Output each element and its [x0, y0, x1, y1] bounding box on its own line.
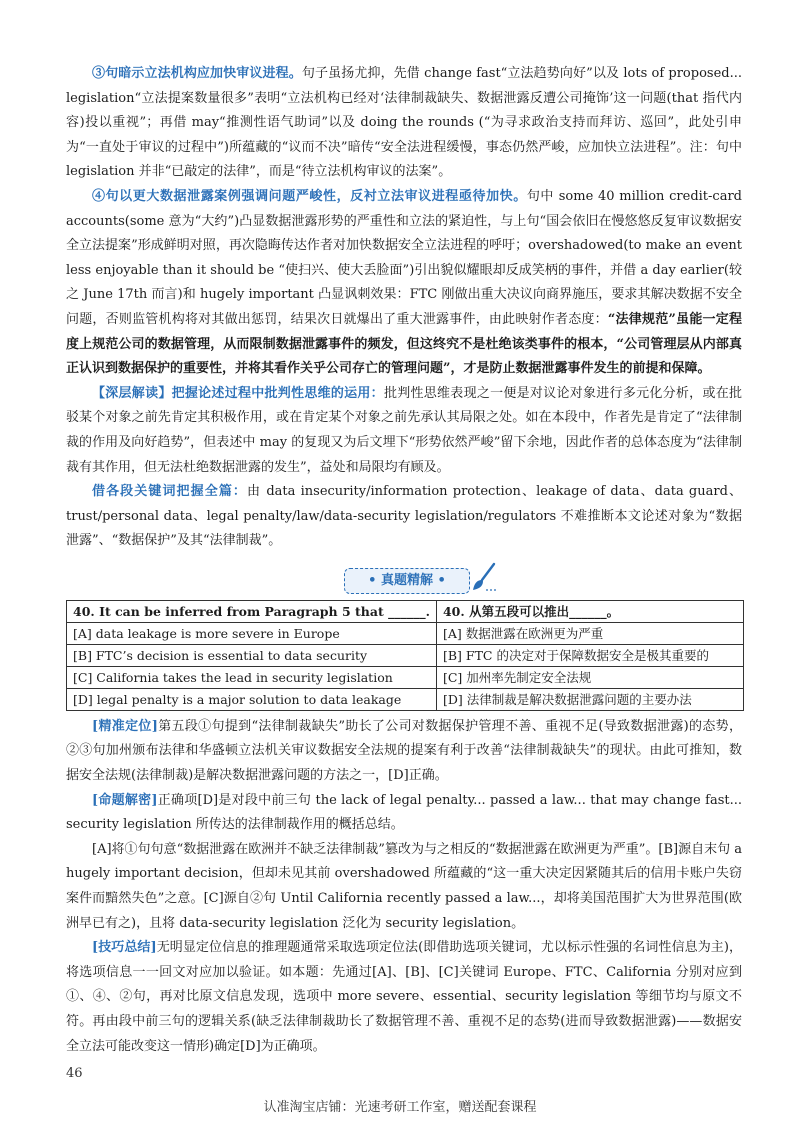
- sentence-3-heading: ③句暗示立法机构应加快审议进程。: [92, 66, 302, 81]
- section-banner-row: [66, 562, 742, 596]
- option-row-a: [67, 622, 744, 644]
- option-a-en: [A] data leakage is more severe in Europe: [67, 622, 437, 644]
- keyword-summary-section: [66, 480, 742, 554]
- option-row-b: [67, 644, 744, 666]
- section-banner: • 真题精解 •: [344, 568, 470, 594]
- sentence-4-analysis: [66, 185, 742, 382]
- analysis-content: [66, 62, 742, 1059]
- sentence-4-heading: ④句以更大数据泄露案例强调问题严峻性，反衬立法审议进程亟待加快。: [92, 188, 527, 204]
- precise-location-body: 第五段①句提到“法律制裁缺失”助长了公司对数据保护管理不善、重视不足(导致数据泄露)的态势，②③句加州颁布法律和华盛顿立法机关审议数据安全法规的提案有利于改善“法律制裁缺失”的现状。由此可推知，数据安全法规(法律制裁)是解决数据泄露问题的方法之一，[D]正确。: [66, 718, 742, 784]
- option-c-en: [C] California takes the lead in security legislation: [67, 666, 437, 688]
- option-a-zh: [A] 数据泄露在欧洲更为严重: [436, 622, 743, 644]
- option-row-d: [67, 688, 744, 710]
- footer-note: 认准淘宝店铺：光速考研工作室，赠送配套课程: [263, 1100, 537, 1115]
- question-table: [66, 600, 744, 711]
- deep-reading-body: 批判性思维表现之一便是对议论对象进行多元化分析，或在批驳某个对象之前先肯定其积极作用，或在肯定某个对象之前先承认其局限之处。如在本段中，作者先是肯定了“法律制裁的作用及向好趋势”，但表述中 may 的复现又为后文埋下“形势依然严峻”留下余地，因此作者的总体态度为“法律制裁有其作用，但无法杜绝数据泄露的发生”，益处和局限均有顾及。: [66, 385, 742, 475]
- option-b-en: [B] FTC’s decision is essential to data security: [67, 644, 437, 666]
- option-row-c: [67, 666, 744, 688]
- distractor-analysis: [A]将①句句意“数据泄露在欧洲并不缺乏法律制裁”篡改为与之相反的“数据泄露在欧洲更为严重”。[B]源自末句 a hugely important decision，但却未见其前 overshadowed 所蕴藏的“这一重大决定因紧随其后的信用卡账户失窃案件而黯然失色”之意。[C]源自②句 Until California recently passed a law...，却将美国范围扩大为世界范围(欧洲早已有之)，且将 data-security legislation 泛化为 security legislation。: [66, 841, 742, 931]
- sentence-4-emphasis: “法律规范”虽能一定程度上规范公司的数据管理，从而限制数据泄露事件的频发，但这终究不是杜绝该类事件的根本，“公司管理层从内部真正认识到数据保护的重要性，并将其看作关乎公司存亡的管理问题”，才是防止数据泄露事件发生的前提和保障。: [66, 311, 742, 377]
- sentence-4-body: 句中 some 40 million credit-card accounts(some 意为“大约”)凸显数据泄露形势的严重性和立法的紧迫性，与上句“国会依旧在慢悠悠反复审议数据安全立法提案”形成鲜明对照，再次隐晦传达作者对加快数据安全立法进程的呼吁；overshadowed(to make an event less enjoyable than it should be “使扫兴、使大丢脸面”)引出貌似耀眼却反成笑柄的事件，并借 a day earlier(较之 June 17th 而言)和 hugely important 凸显讽刺效果：FTC 刚做出重大决议向商界施压，要求其解决数据不安全问题，否则监管机构将对其做出惩罚，结果次日就爆出了重大泄露事件，由此映射作者态度：: [66, 188, 742, 327]
- technique-summary-body: 无明显定位信息的推理题通常采取选项定位法(即借助选项关键词，尤以标示性强的名词性信息为主)，将选项信息一一回文对应加以验证。如本题：先通过[A]、[B]、[C]关键词 Europe、FTC、California 分别对应到①、④、②句，再对比原文信息发现，选项中 more severe、essential、security legislation 等细节均与原文不符。再由段中前三句的逻辑关系(缺乏法律制裁助长了数据管理不善、重视不足的态势(进而导致数据泄露)——数据安全立法可能改变这一情形)确定[D]为正确项。: [66, 940, 742, 1054]
- sentence-3-body: 句子虽扬尤抑，先借 change fast“立法趋势向好”以及 lots of proposed... legislation“立法提案数量很多”表明“立法机构已经对‘法律制裁缺失、数据泄露反遭公司掩饰’这一问题(that 指代内容)投以重视”；再借 may“推测性语气助词”以及 doing the rounds (“为寻求政治支持而拜访、巡回”，此处引申为“一直处于审议的过程中”)所蕴藏的“议而不决”暗传“安全法进程缓慢，事态仍然严峻，应加快立法进程”。注：句中 legislation 并非“已敲定的法律”，而是“待立法机构审议的法案”。: [66, 66, 742, 180]
- question-decode-tag: [命题解密]: [92, 792, 158, 808]
- question-decode-body: 正确项[D]是对段中前三句 the lack of legal penalty... passed a law... that may change fast... security legislation 所传达的法律制裁作用的概括总结。: [66, 792, 742, 833]
- question-stem-en: 40. It can be inferred from Paragraph 5 that ______.: [67, 600, 437, 622]
- precise-location-tag: [精准定位]: [92, 718, 158, 734]
- question-decode-section: [66, 789, 742, 838]
- keyword-summary-tag: 借各段关键词把握全篇：: [92, 484, 248, 500]
- question-stem-row: [67, 600, 744, 622]
- option-b-zh: [B] FTC 的决定对于保障数据安全是极其重要的: [436, 644, 743, 666]
- sentence-3-analysis: [66, 62, 742, 185]
- keyword-summary-body: 由 data insecurity/information protection、leakage of data、data guard、trust/personal data、legal penalty/law/data-security legislation/regulators 不难推断本文论述对象为“数据泄露”、“数据保护”及其“法律制裁”。: [66, 484, 742, 549]
- page-number: 46: [66, 1066, 83, 1081]
- option-c-zh: [C] 加州率先制定安全法规: [436, 666, 743, 688]
- technique-summary-section: [66, 936, 742, 1059]
- deep-reading-tag: 【深层解读】把握论述过程中批判性思维的运用：: [92, 385, 384, 401]
- option-d-en: [D] legal penalty is a major solution to data leakage: [67, 688, 437, 710]
- deep-reading-section: [66, 382, 742, 480]
- brush-icon: [470, 562, 498, 592]
- precise-location-section: [66, 715, 742, 789]
- technique-summary-tag: [技巧总结]: [92, 940, 157, 956]
- question-stem-zh: 40. 从第五段可以推出______。: [436, 600, 743, 622]
- option-d-zh: [D] 法律制裁是解决数据泄露问题的主要办法: [436, 688, 743, 710]
